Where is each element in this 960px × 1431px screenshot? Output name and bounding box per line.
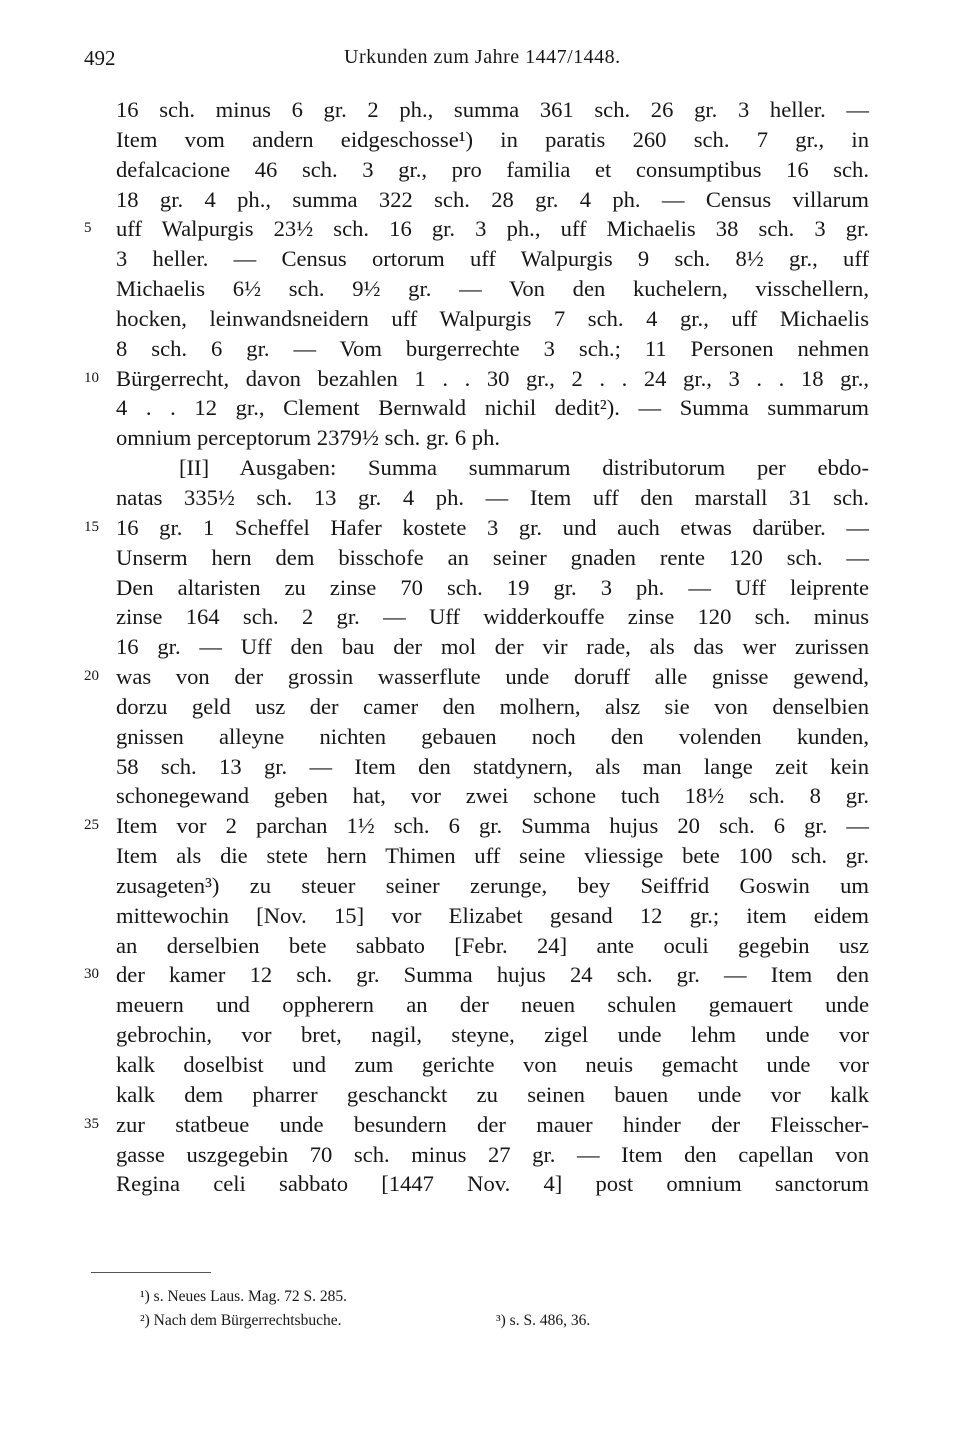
- text-line: [116, 632, 869, 662]
- text-line: [116, 1050, 869, 1080]
- text-line: [116, 602, 869, 632]
- line-text: 16 gr. — Uff den bau der mol der vir rade, als das wer zurissen: [116, 634, 869, 660]
- text-line: [84, 364, 869, 394]
- text-line: [84, 960, 869, 990]
- text-line: [116, 1020, 869, 1050]
- text-line: [116, 95, 869, 125]
- footnote-rule: [91, 1272, 211, 1273]
- text-line: [116, 692, 869, 722]
- footnote-1: ¹) s. Neues Laus. Mag. 72 S. 285.: [140, 1288, 347, 1305]
- line-text: 4 . . 12 gr., Clement Bernwald nichil dedit²). — Summa summarum: [116, 395, 869, 421]
- text-line: [116, 393, 869, 423]
- text-line: [116, 185, 869, 215]
- text-line: [116, 423, 869, 453]
- line-text: gebrochin, vor bret, nagil, steyne, zigel unde lehm unde vor: [116, 1022, 869, 1048]
- line-text: hocken, leinwandsneidern uff Walpurgis 7 sch. 4 gr., uff Michaelis: [116, 305, 869, 331]
- text-line: [116, 483, 869, 513]
- line-text: defalcacione 46 sch. 3 gr., pro familia et consumptibus 16 sch.: [116, 156, 869, 182]
- text-line: [116, 125, 869, 155]
- line-number: 25: [84, 817, 99, 834]
- line-number: 15: [84, 518, 99, 535]
- line-text: Bürgerrecht, davon bezahlen 1 . . 30 gr., 2 . . 24 gr., 3 . . 18 gr.,: [116, 365, 869, 391]
- text-line: [116, 573, 869, 603]
- footnote-3: ³) s. S. 486, 36.: [496, 1312, 591, 1329]
- line-text: der kamer 12 sch. gr. Summa hujus 24 sch. gr. — Item den: [116, 962, 869, 988]
- running-head: Urkunden zum Jahre 1447/1448.: [344, 46, 621, 68]
- text-line: [116, 155, 869, 185]
- line-number: 30: [84, 966, 99, 983]
- text-line: [116, 244, 869, 274]
- line-text: meuern und oppherern an der neuen schulen gemauert unde: [116, 992, 869, 1018]
- text-line: [116, 752, 869, 782]
- text-line: [84, 1110, 869, 1140]
- text-line: [116, 841, 869, 871]
- text-line: [116, 931, 869, 961]
- text-line: [116, 334, 869, 364]
- text-line: [84, 513, 869, 543]
- line-text: natas 335½ sch. 13 gr. 4 ph. — Item uff den marstall 31 sch.: [116, 484, 869, 510]
- text-line: [116, 990, 869, 1020]
- page-number: 492: [84, 46, 116, 70]
- text-line: [84, 811, 869, 841]
- text-line: [84, 662, 869, 692]
- text-line: [116, 543, 869, 573]
- line-text: omnium perceptorum 2379½ sch. gr. 6 ph.: [116, 425, 501, 451]
- line-text: an derselbien bete sabbato [Febr. 24] ante oculi gegebin usz: [116, 932, 869, 958]
- text-line: [116, 781, 869, 811]
- line-text: 16 sch. minus 6 gr. 2 ph., summa 361 sch. 26 gr. 3 heller. —: [116, 97, 869, 122]
- footnote-2: ²) Nach dem Bürgerrechtsbuche.: [140, 1312, 342, 1329]
- text-line: [116, 274, 869, 304]
- line-text: Den altaristen zu zinse 70 sch. 19 gr. 3 ph. — Uff leiprente: [116, 574, 869, 600]
- text-line: [116, 453, 869, 483]
- line-number: 20: [84, 668, 99, 685]
- footnote-row-2: [140, 1309, 760, 1333]
- line-text: kalk dem pharrer geschanckt zu seinen bauen unde vor kalk: [116, 1081, 869, 1107]
- line-number: 5: [84, 220, 92, 237]
- page-header: [84, 46, 870, 78]
- line-text: zusageten³) zu steuer seiner zerunge, bey Seiffrid Goswin um: [116, 872, 869, 898]
- text-line: [116, 722, 869, 752]
- line-text: Michaelis 6½ sch. 9½ gr. — Von den kuchelern, visschellern,: [116, 276, 869, 302]
- text-line: [116, 901, 869, 931]
- main-text: [84, 95, 869, 1199]
- line-text: dorzu geld usz der camer den molhern, alsz sie von denselbien: [116, 693, 869, 719]
- line-text: 58 sch. 13 gr. — Item den statdynern, als man lange zeit kein: [116, 753, 869, 779]
- line-text: schonegewand geben hat, vor zwei schone tuch 18½ sch. 8 gr.: [116, 783, 869, 809]
- line-text: gasse uszgegebin 70 sch. minus 27 gr. — Item den capellan von: [116, 1141, 869, 1167]
- text-line: [116, 1140, 869, 1170]
- line-number: 10: [84, 369, 99, 386]
- line-text: was von der grossin wasserflute unde doruff alle gnisse gewend,: [116, 664, 869, 690]
- line-text: mittewochin [Nov. 15] vor Elizabet gesand 12 gr.; item eidem: [116, 902, 869, 928]
- line-text: Unserm hern dem bisschofe an seiner gnaden rente 120 sch. —: [116, 544, 869, 570]
- line-text: Regina celi sabbato [1447 Nov. 4] post omnium sanctorum: [116, 1171, 869, 1197]
- line-number: 35: [84, 1115, 99, 1132]
- text-line: [116, 304, 869, 334]
- line-text: uff Walpurgis 23½ sch. 16 gr. 3 ph., uff Michaelis 38 sch. 3 gr.: [116, 216, 869, 242]
- line-text: 16 gr. 1 Scheffel Hafer kostete 3 gr. und auch etwas darüber. —: [116, 514, 869, 540]
- text-line: [116, 871, 869, 901]
- line-text: 8 sch. 6 gr. — Vom burgerrechte 3 sch.; 11 Personen nehmen: [116, 335, 869, 361]
- line-text: zinse 164 sch. 2 gr. — Uff widderkouffe zinse 120 sch. minus: [116, 604, 869, 630]
- line-text: Item als die stete hern Thimen uff seine vliessige bete 100 sch. gr.: [116, 843, 869, 869]
- footnotes: [140, 1285, 760, 1333]
- text-line: [84, 214, 869, 244]
- line-text: gnissen alleyne nichten gebauen noch den volenden kunden,: [116, 723, 869, 749]
- line-text: zur statbeue unde besundern der mauer hinder der Fleisscher-: [116, 1111, 869, 1137]
- text-line: [116, 1169, 869, 1199]
- line-text: Item vom andern eidgeschosse¹) in paratis 260 sch. 7 gr., in: [116, 126, 869, 152]
- line-text: 18 gr. 4 ph., summa 322 sch. 28 gr. 4 ph. — Census villarum: [116, 186, 869, 212]
- line-text: kalk doselbist und zum gerichte von neuis gemacht unde vor: [116, 1052, 869, 1077]
- line-text: [II] Ausgaben: Summa summarum distributorum per ebdo-: [179, 455, 869, 481]
- line-text: 3 heller. — Census ortorum uff Walpurgis 9 sch. 8½ gr., uff: [116, 246, 869, 272]
- text-line: [116, 1080, 869, 1110]
- line-text: Item vor 2 parchan 1½ sch. 6 gr. Summa hujus 20 sch. 6 gr. —: [116, 813, 869, 839]
